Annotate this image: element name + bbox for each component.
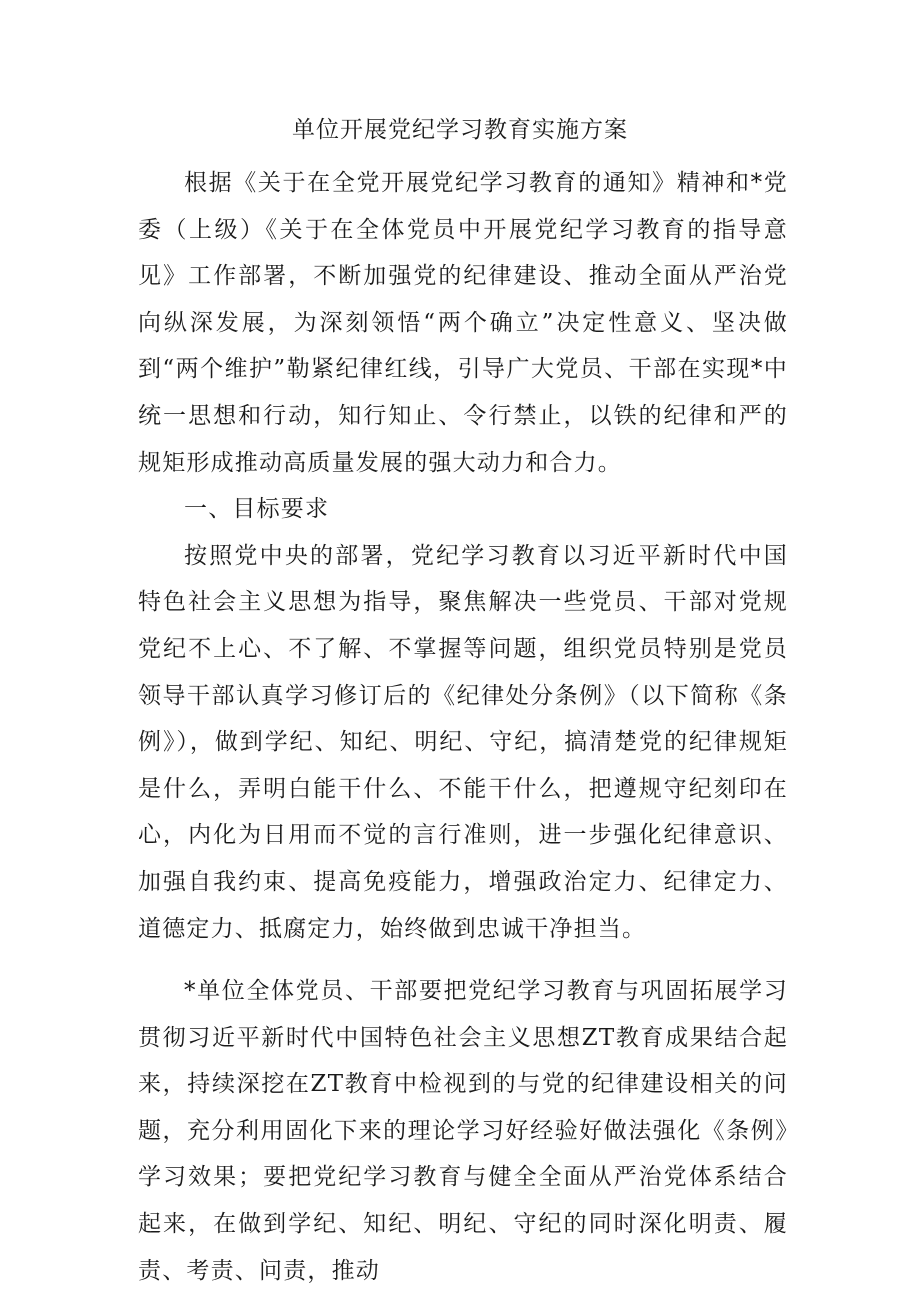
document-body: [138, 160, 788, 1294]
paragraph-spacer: [138, 952, 788, 968]
goals-paragraph: 按照党中央的部署，党纪学习教育以习近平新时代中国特色社会主义思想为指导，聚焦解决一些党员、干部对党规党纪不上心、不了解、不掌握等问题，组织党员特别是党员领导干部认真学习修订后的《纪律处分条例》（以下简称《条例》），做到学纪、知纪、明纪、守纪，搞清楚党的纪律规矩是什么，弄明白能干什么、不能干什么，把遵规守纪刻印在心，内化为日用而不觉的言行准则，进一步强化纪律意识、加强自我约束、提高免疫能力，增强政治定力、纪律定力、道德定力、抵腐定力，始终做到忠诚干净担当。: [138, 542, 788, 942]
section-heading-goals: 一、目标要求: [184, 496, 330, 523]
document-title: 单位开展党纪学习教育实施方案: [292, 117, 628, 143]
unit-requirements-paragraph: *单位全体党员、干部要把党纪学习教育与巩固拓展学习贯彻习近平新时代中国特色社会主义思想ZT教育成果结合起来，持续深挖在ZT教育中检视到的与党的纪律建设相关的问题，充分利用固化下来的理论学习好经验好做法强化《条例》学习效果；要把党纪学习教育与健全全面从严治党体系结合起来，在做到学纪、知纪、明纪、守纪的同时深化明责、履责、考责、问责，推动: [138, 978, 788, 1284]
intro-paragraph: 根据《关于在全党开展党纪学习教育的通知》精神和*党委（上级）《关于在全体党员中开展党纪学习教育的指导意见》工作部署，不断加强党的纪律建设、推动全面从严治党向纵深发展，为深刻领悟“两个确立”决定性意义、坚决做到“两个维护”勒紧纪律红线，引导广大党员、干部在实现*中统一思想和行动，知行知止、令行禁止，以铁的纪律和严的规矩形成推动高质量发展的强大动力和合力。: [138, 170, 788, 476]
